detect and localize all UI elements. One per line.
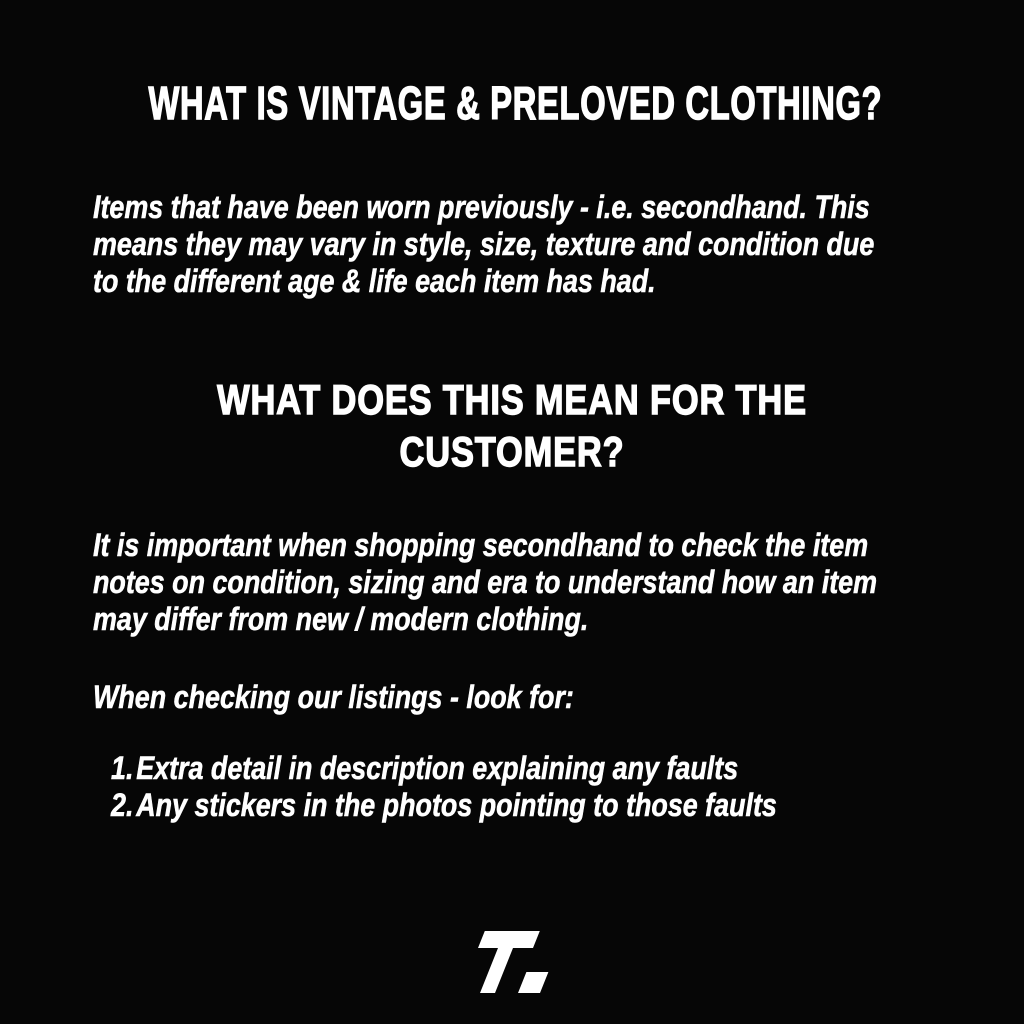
customer-heading-line-1: WHAT DOES THIS MEAN FOR THE — [217, 376, 807, 423]
page-title: WHAT IS VINTAGE & PRELOVED CLOTHING? — [148, 77, 883, 129]
checklist-item — [111, 750, 777, 787]
customer-line-1: It is important when shopping secondhand to check the item — [93, 527, 869, 563]
checklist-item-text: Extra detail in description explaining any faults — [136, 750, 739, 786]
intro-line-1: Items that have been worn previously - i.e. secondhand. This — [93, 189, 870, 225]
customer-section-heading — [92, 374, 932, 478]
intro-line-3: to the different age & life each item has had. — [93, 263, 656, 299]
listings-intro: When checking our listings - look for: — [93, 679, 574, 715]
intro-paragraph — [93, 189, 874, 300]
checklist — [111, 750, 777, 824]
brand-logo-t-icon — [476, 931, 549, 993]
checklist-item-text: Any stickers in the photos pointing to those faults — [136, 787, 777, 823]
customer-line-3: may differ from new / modern clothing. — [93, 601, 589, 637]
customer-heading-line-2: CUSTOMER? — [399, 428, 625, 475]
customer-line-2: notes on condition, sizing and era to understand how an item — [93, 564, 878, 600]
logo-dot-shape — [518, 972, 548, 993]
checklist-item-number: 2. — [111, 787, 134, 823]
customer-paragraph — [93, 527, 877, 638]
checklist-item-number: 1. — [111, 750, 134, 786]
checklist-item — [111, 787, 777, 824]
intro-line-2: means they may vary in style, size, texture and condition due — [93, 226, 875, 262]
